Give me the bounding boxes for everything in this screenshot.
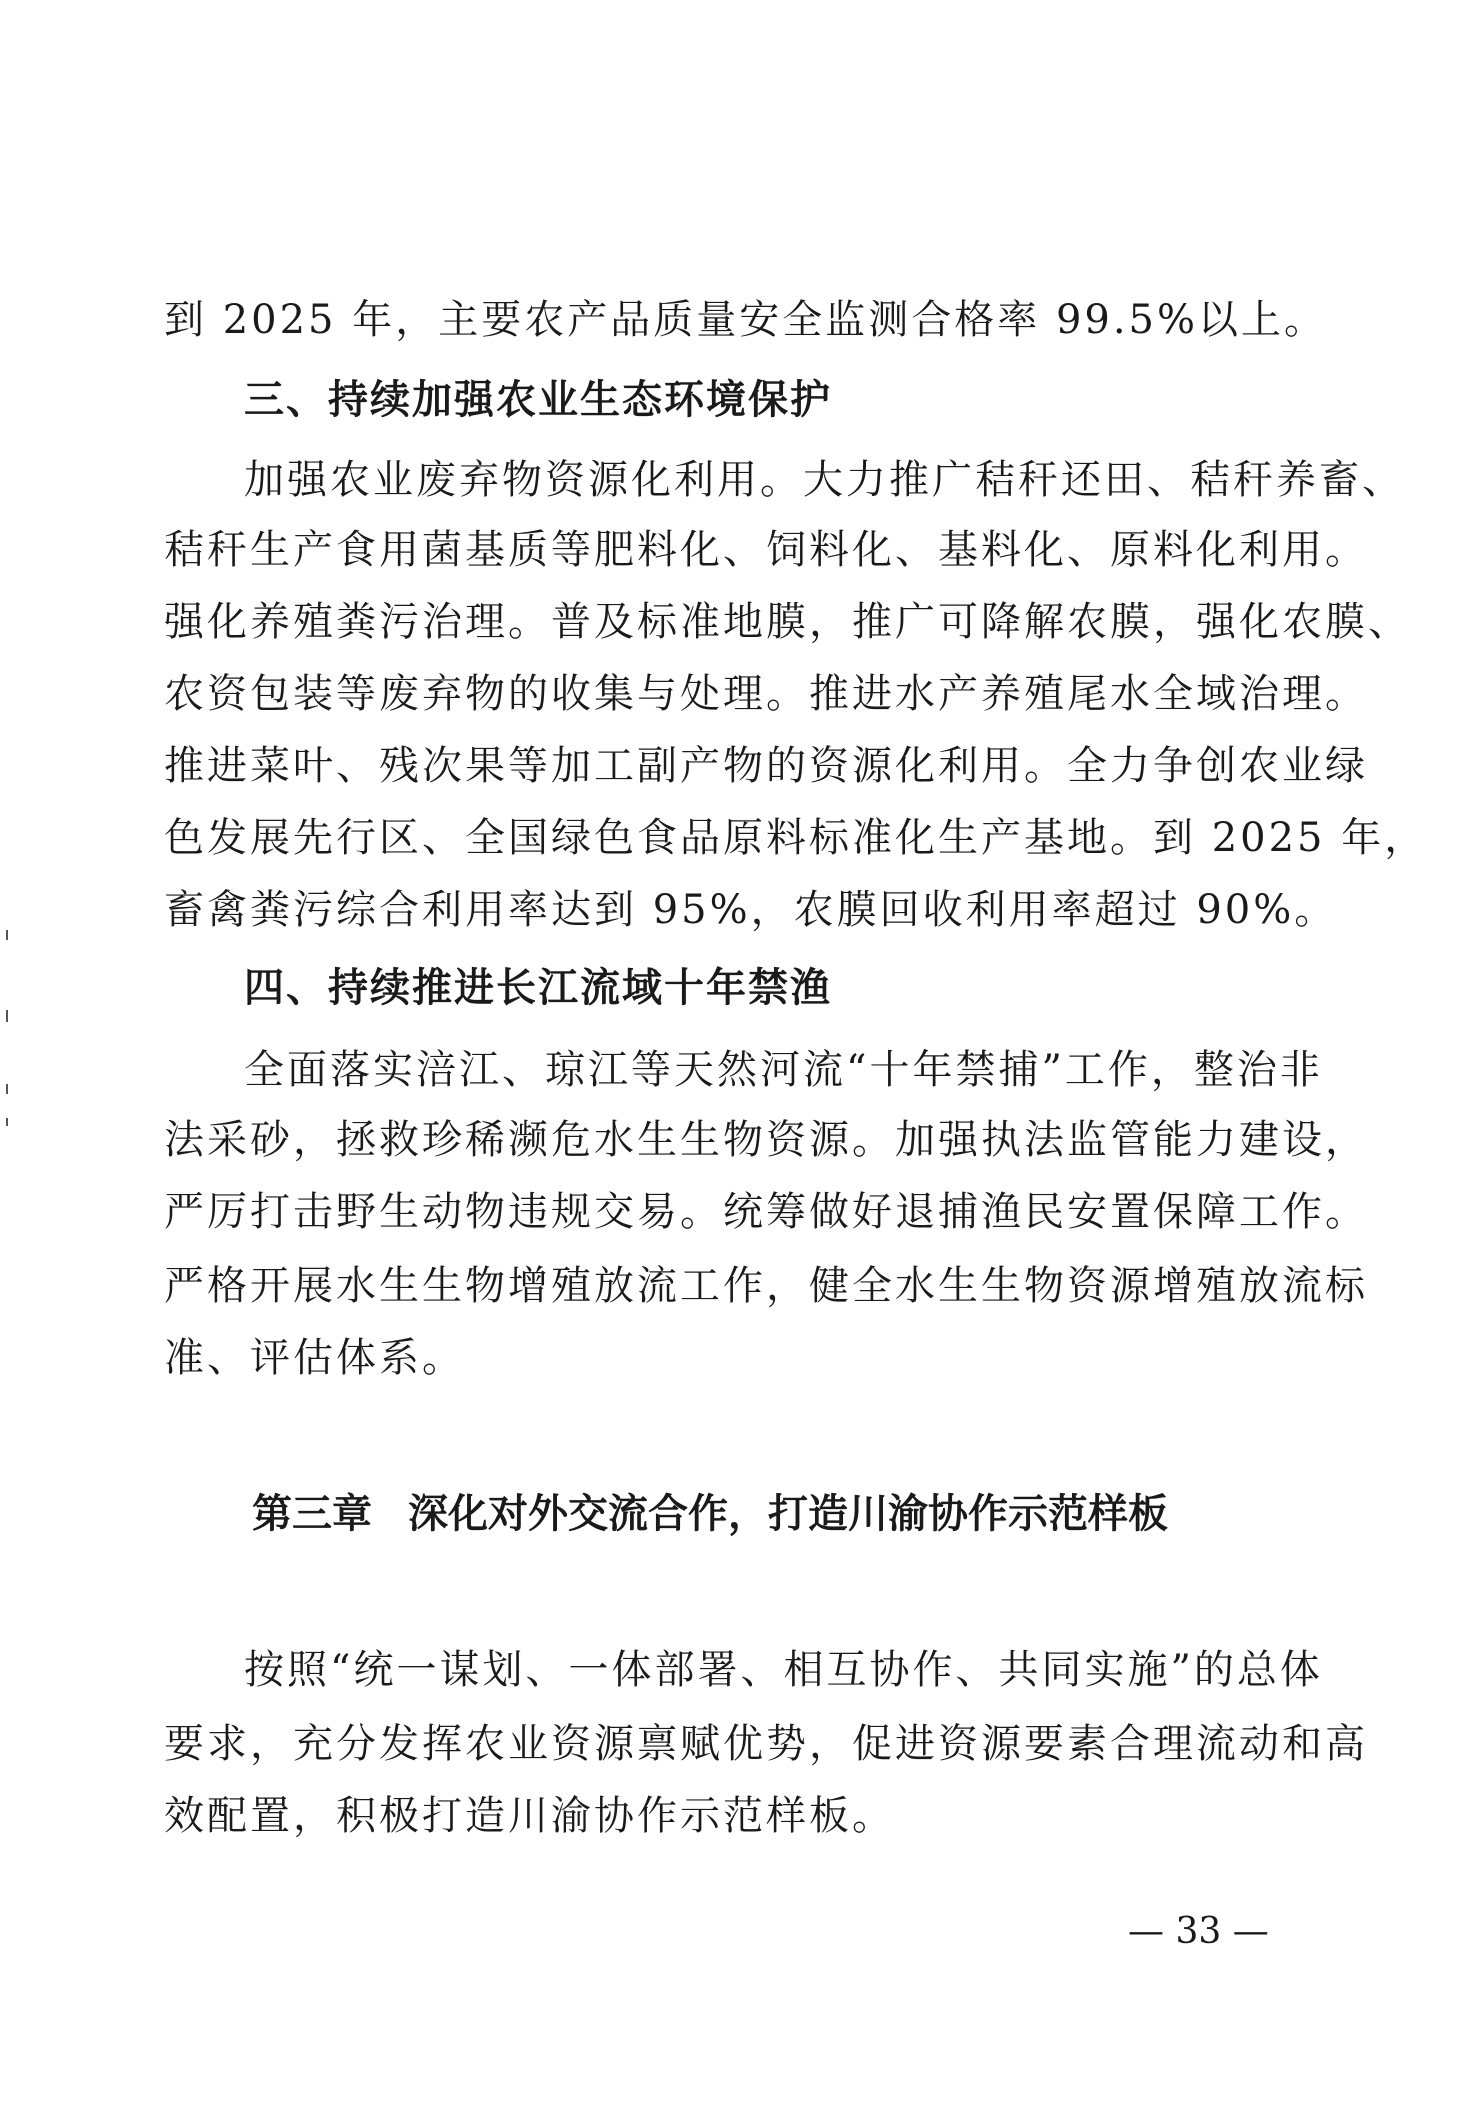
chapter-title: 深化对外交流合作，打造川渝协作示范样板 [408, 1491, 1168, 1537]
section-heading-3: 三、持续加强农业生态环境保护 [244, 377, 832, 423]
page-number: — 33 — [1128, 1911, 1269, 1952]
section-heading-4: 四、持续推进长江流域十年禁渔 [244, 965, 832, 1011]
paragraph-line: 畜禽粪污综合利用率达到 95%，农膜回收利用率超过 90%。 [164, 887, 1338, 933]
chapter-heading [252, 1478, 1168, 1550]
paragraph-line: 要求，充分发挥农业资源禀赋优势，促进资源要素合理流动和高 [164, 1721, 1368, 1767]
paragraph-line: 秸秆生产食用菌基质等肥料化、饲料化、基料化、原料化利用。 [164, 527, 1368, 573]
scan-mark [6, 930, 8, 940]
scan-mark [6, 1084, 8, 1094]
paragraph-line: 按照“统一谋划、一体部署、相互协作、共同实施”的总体 [244, 1647, 1323, 1693]
scan-mark [6, 1118, 8, 1126]
scan-mark [6, 1010, 8, 1022]
paragraph-line: 加强农业废弃物资源化利用。大力推广秸秆还田、秸秆养畜、 [244, 457, 1405, 503]
paragraph-line: 农资包装等废弃物的收集与处理。推进水产养殖尾水全域治理。 [164, 671, 1368, 717]
paragraph-line: 色发展先行区、全国绿色食品原料标准化生产基地。到 2025 年， [164, 815, 1428, 861]
paragraph-line: 强化养殖粪污治理。普及标准地膜，推广可降解农膜，强化农膜、 [164, 599, 1411, 645]
paragraph-line: 全面落实涪江、琼江等天然河流“十年禁捕”工作，整治非 [244, 1047, 1323, 1093]
paragraph-line: 严格开展水生生物增殖放流工作，健全水生生物资源增殖放流标 [164, 1263, 1368, 1309]
paragraph-line: 推进菜叶、残次果等加工副产物的资源化利用。全力争创农业绿 [164, 743, 1368, 789]
chapter-number: 第三章 [252, 1491, 372, 1537]
paragraph-line: 法采砂，拯救珍稀濒危水生生物资源。加强执法监管能力建设， [164, 1117, 1368, 1163]
paragraph-line: 严厉打击野生动物违规交易。统筹做好退捕渔民安置保障工作。 [164, 1189, 1368, 1235]
paragraph-line: 准、评估体系。 [164, 1335, 465, 1381]
paragraph-line: 效配置，积极打造川渝协作示范样板。 [164, 1793, 895, 1839]
paragraph-line: 到 2025 年，主要农产品质量安全监测合格率 99.5%以上。 [164, 297, 1328, 343]
